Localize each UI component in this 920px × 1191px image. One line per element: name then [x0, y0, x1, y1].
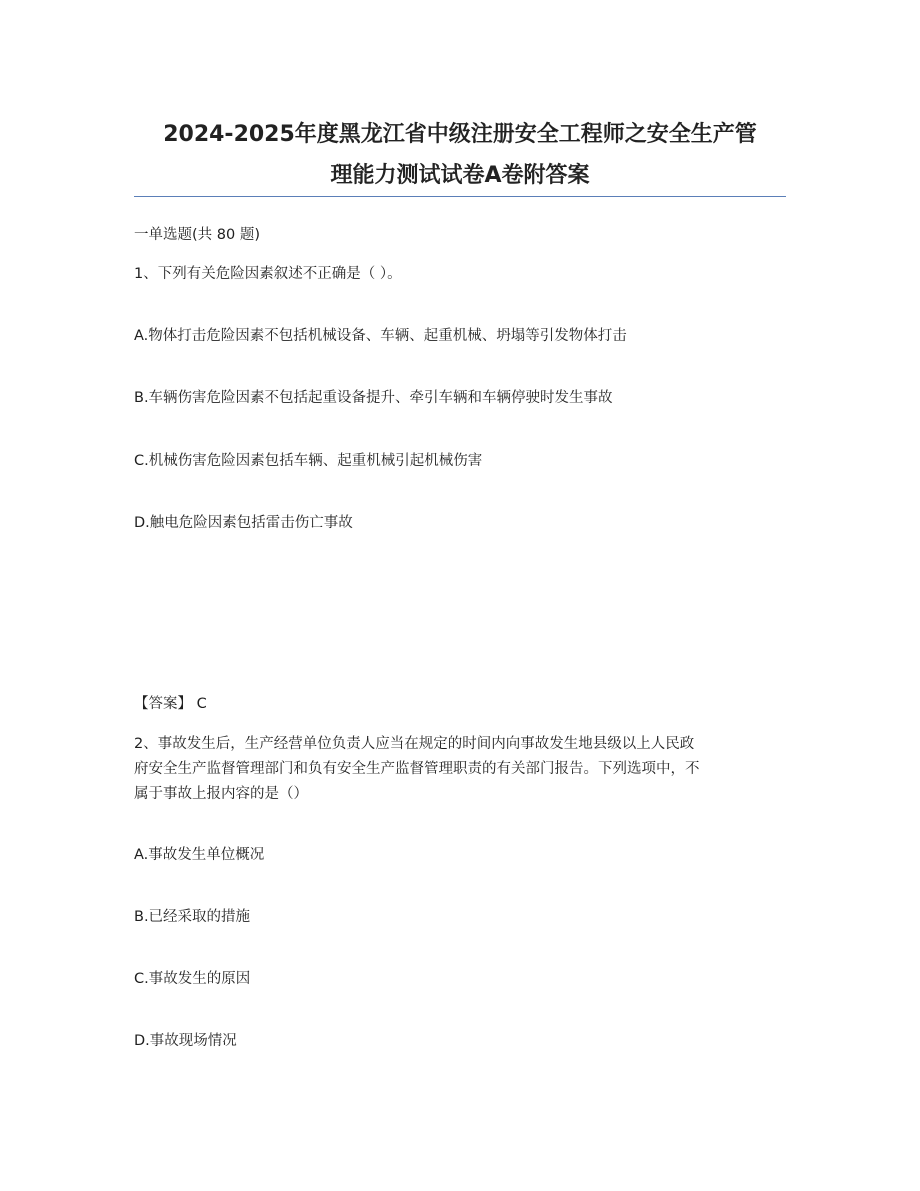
document-title-line-1: 2024-2025年度黑龙江省中级注册安全工程师之安全生产管: [163, 122, 757, 147]
question-2-text-line-2: 府安全生产监督管理部门和负有安全生产监督管理职责的有关部门报告。下列选项中，不: [134, 761, 700, 777]
title-divider: [134, 196, 786, 197]
question-2-option-c: C.事故发生的原因: [134, 971, 251, 987]
question-2-text-line-1: 2、事故发生后，生产经营单位负责人应当在规定的时间内向事故发生地县级以上人民政: [134, 736, 695, 752]
question-1-text: 1、下列有关危险因素叙述不正确是（ ）。: [134, 266, 402, 282]
question-2-option-b: B.已经采取的措施: [134, 909, 251, 925]
question-1-option-b: B.车辆伤害危险因素不包括起重设备提升、牵引车辆和车辆停驶时发生事故: [134, 390, 613, 406]
document-title-line-2: 理能力测试试卷A卷附答案: [330, 163, 590, 188]
question-2-option-a: A.事故发生单位概况: [134, 847, 265, 863]
question-2-text-line-3: 属于事故上报内容的是（）: [134, 786, 308, 802]
question-1-answer: 【答案】 C: [134, 696, 207, 712]
section-heading: 一单选题(共 80 题): [134, 227, 260, 243]
question-1-option-c: C.机械伤害危险因素包括车辆、起重机械引起机械伤害: [134, 453, 483, 469]
question-1-option-d: D.触电危险因素包括雷击伤亡事故: [134, 515, 353, 531]
question-1-option-a: A.物体打击危险因素不包括机械设备、车辆、起重机械、坍塌等引发物体打击: [134, 328, 627, 344]
question-2-option-d: D.事故现场情况: [134, 1033, 237, 1049]
